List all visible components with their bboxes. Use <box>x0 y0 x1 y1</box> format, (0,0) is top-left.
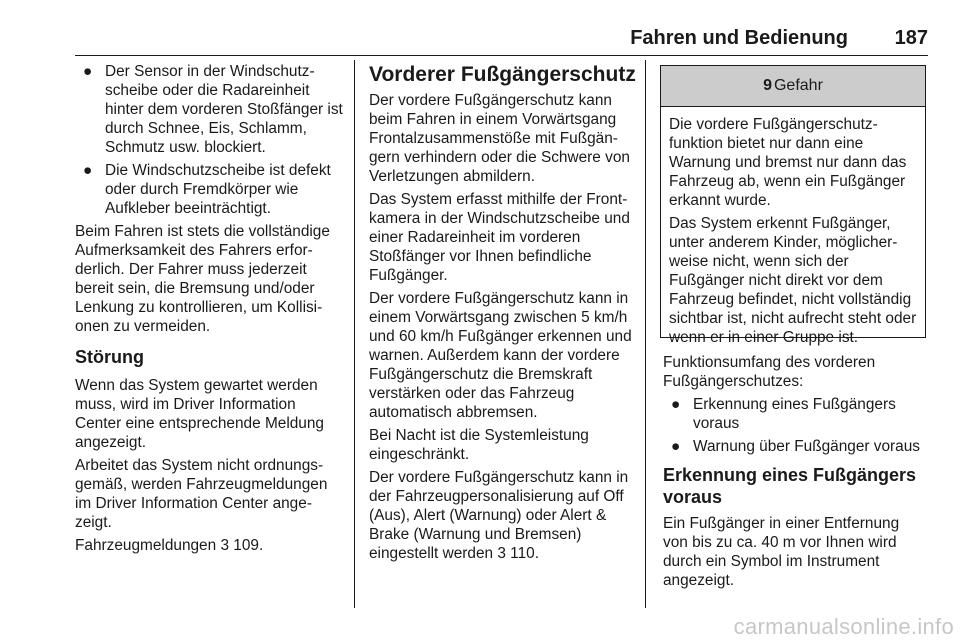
danger-title: Gefahr <box>773 77 823 94</box>
header-title: Fahren und Bedienung <box>630 27 848 49</box>
paragraph: Bei Nacht ist die Systemleistung eingeschränkt. <box>369 427 589 463</box>
paragraph: Das System erfasst mithilfe der Frontkamera in der Windschutzscheibe und einer Radareinheit im vorderen Stoßfänger vor Ihnen befindliche Fußgänger. <box>369 191 630 284</box>
section-heading: Störung <box>75 347 144 367</box>
list-item: ● Warnung über Fußgänger voraus <box>671 438 920 455</box>
watermark: carmanualsonline.info <box>733 614 954 639</box>
bullet-icon: ● <box>671 396 681 413</box>
paragraph: Beim Fahren ist stets die vollständige Aufmerksamkeit des Fahrers erforderlich. Der Fahrer muss jederzeit bereit sein, die Bremsung und/oder Lenkung zu kontrollieren, um Kollisionen zu vermeiden. <box>75 223 330 335</box>
paragraph: Der vordere Fußgängerschutz kann in einem Vorwärtsgang zwischen 5 km/h und 60 km/h Fußgänger erkennen und warnen. Außerdem kann der vordere Fußgängerschutz die Bremskraft verstärken oder das Fahrzeug automatisch abbremsen. <box>369 290 632 421</box>
column-2 <box>369 62 637 567</box>
paragraph: Das System erkennt Fußgänger, unter anderem Kinder, möglicherweise nicht, wenn sich der Fußgänger nicht direkt vor dem Fahrzeug befindet, nicht vollständig sichtbar ist, nicht aufrecht steht oder wenn er in einer Gruppe ist. <box>669 215 917 346</box>
paragraph: Der vordere Fußgängerschutz kann beim Fahren in einem Vorwärtsgang Frontalzusammenstöße mit Fußgängern verhindern oder die Schwere von Verletzungen abmildern. <box>369 92 630 185</box>
bullet-icon: ● <box>671 438 681 455</box>
column-divider-2 <box>645 60 646 608</box>
danger-header <box>661 66 925 107</box>
column-divider-1 <box>354 60 355 608</box>
list-item: ● Erkennung eines Fußgängers voraus <box>671 396 896 432</box>
column-1 <box>75 62 343 559</box>
list-item: ● Der Sensor in der Windschutzscheibe oder die Radareinheit hinter dem vorderen Stoßfänger ist durch Schnee, Eis, Schlamm, Schmutz usw. blockiert. <box>83 63 343 156</box>
section-heading: Erkennung eines Fußgängers voraus <box>663 465 917 507</box>
bullet-icon: ● <box>83 162 93 179</box>
column-3 <box>663 353 928 594</box>
page-header <box>75 27 928 55</box>
paragraph: Wenn das System gewartet werden muss, wird im Driver Information Center eine entsprechende Meldung angezeigt. <box>75 377 324 451</box>
paragraph: Fahrzeugmeldungen 3 109. <box>75 537 264 554</box>
paragraph: Arbeitet das System nicht ordnungsgemäß, werden Fahrzeugmeldungen im Driver Information Center angezeigt. <box>75 457 328 531</box>
warning-icon: 9 <box>763 77 772 94</box>
page-number: 187 <box>894 27 928 49</box>
list-item: ● Die Windschutzscheibe ist defekt oder durch Fremdkörper wie Aufkleber beeinträchtigt. <box>83 162 331 217</box>
paragraph: Die vordere Fußgängerschutzfunktion bietet nur dann eine Warnung und bremst nur dann das Fahrzeug ab, wenn ein Fußgänger erkannt wurde. <box>669 116 907 209</box>
header-rule <box>75 55 928 56</box>
paragraph: Der vordere Fußgängerschutz kann in der Fahrzeugpersonalisierung auf Off (Aus), Alert (Warnung) oder Alert & Brake (Warnung und Bremsen) eingestellt werden 3 110. <box>369 469 629 562</box>
danger-body <box>661 107 925 347</box>
paragraph: Funktionsumfang des vorderen Fußgängerschutzes: <box>663 354 876 390</box>
paragraph: Ein Fußgänger in einer Entfernung von bis zu ca. 40 m vor Ihnen wird durch ein Symbol im Instrument angezeigt. <box>663 515 900 589</box>
bullet-icon: ● <box>83 63 93 80</box>
danger-box <box>660 65 926 346</box>
section-heading: Vorderer Fußgängerschutz <box>369 63 636 86</box>
